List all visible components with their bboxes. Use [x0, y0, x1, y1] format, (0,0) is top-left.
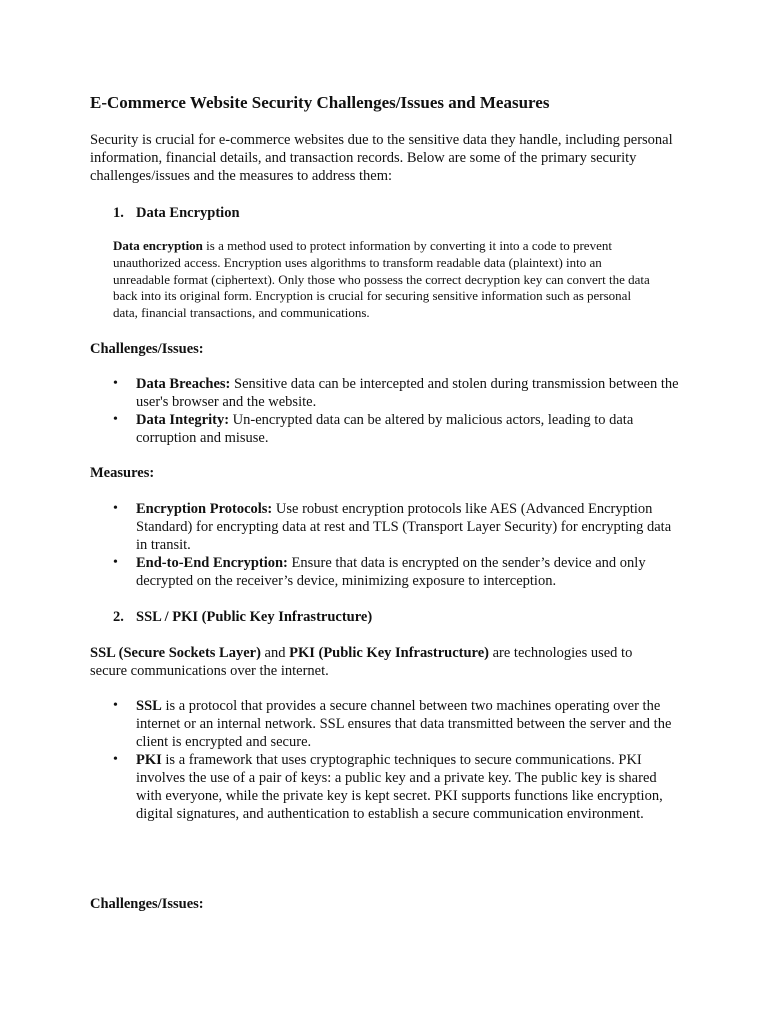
- section-2-intro: [90, 644, 670, 680]
- intro-connector: and: [260, 645, 290, 661]
- list-item-text: Un-encrypted data can be altered by malicious actors, leading to data corruption and misuse.: [136, 412, 634, 446]
- bullet-icon: •: [113, 501, 118, 516]
- ssl-term: SSL (Secure Sockets Layer): [90, 645, 261, 661]
- section-2-items-list: [113, 697, 681, 823]
- section-2-intro-text: are technologies used to secure communications over the internet.: [90, 645, 633, 679]
- list-item-term: SSL: [136, 698, 162, 714]
- list-item-text: is a protocol that provides a secure channel between two machines operating over the internet or an internal network. SSL ensures that data transmitted between the server and the client is encrypted and secure.: [136, 698, 672, 750]
- list-item: [113, 697, 681, 751]
- list-item: [113, 751, 681, 823]
- section-1-measures-list: [113, 500, 681, 590]
- section-2-challenges-heading: Challenges/Issues:: [90, 896, 204, 912]
- list-item-text: Sensitive data can be intercepted and stolen during transmission between the user's browser and the website.: [136, 376, 679, 410]
- list-item-text: Ensure that data is encrypted on the sender’s device and only decrypted on the receiver’s device, minimizing exposure to interception.: [136, 555, 646, 589]
- section-1-heading: [113, 204, 240, 222]
- definition-text: is a method used to protect information by converting it into a code to prevent unauthorized access. Encryption uses algorithms to transform readable data (plaintext) into an unreadable format (ciphertext). Only those who possess the correct decryption key can convert the data back into its original form. Encryption is crucial for securing sensitive information such as personal data, financial transactions, and communications.: [113, 238, 650, 321]
- bullet-icon: •: [113, 555, 118, 570]
- section-1-measures-heading: Measures:: [90, 465, 155, 481]
- list-item-text: Use robust encryption protocols like AES (Advanced Encryption Standard) for encrypting data at rest and TLS (Transport Layer Security) for encrypting data in transit.: [136, 501, 672, 553]
- section-1-title: Data Encryption: [136, 205, 240, 221]
- bullet-icon: •: [113, 698, 118, 713]
- list-item-term: Data Integrity:: [136, 412, 230, 428]
- section-2-title: SSL / PKI (Public Key Infrastructure): [136, 609, 373, 625]
- list-item: [113, 375, 681, 411]
- pki-term: PKI (Public Key Infrastructure): [289, 645, 489, 661]
- section-1-challenges-heading: Challenges/Issues:: [90, 341, 204, 357]
- intro-paragraph: Security is crucial for e-commerce websites due to the sensitive data they handle, including personal information, financial details, and transaction records. Below are some of the primary security challenges/issues and the measures to address them:: [90, 132, 673, 184]
- list-item-text: is a framework that uses cryptographic techniques to secure communications. PKI involves the use of a pair of keys: a public key and a private key. The public key is shared with everyone, while the private key is kept secret. PKI supports functions like encryption, digital signatures, and authentication to establish a secure communication environment.: [136, 752, 663, 822]
- page-title: E-Commerce Website Security Challenges/Issues and Measures: [90, 93, 550, 112]
- data-encryption-definition: [113, 238, 658, 322]
- list-item-term: Encryption Protocols:: [136, 501, 273, 517]
- list-item-term: Data Breaches:: [136, 376, 231, 392]
- bullet-icon: •: [113, 376, 118, 391]
- list-item: [113, 554, 681, 590]
- list-item: [113, 500, 681, 554]
- list-item-term: End-to-End Encryption:: [136, 555, 288, 571]
- section-2-number: 2.: [113, 609, 124, 625]
- list-item-term: PKI: [136, 752, 162, 768]
- section-1-challenges-list: [113, 375, 681, 447]
- bullet-icon: •: [113, 412, 118, 427]
- section-1-number: 1.: [113, 205, 124, 221]
- list-item: [113, 411, 681, 447]
- section-2-heading: [113, 608, 372, 626]
- bullet-icon: •: [113, 752, 118, 767]
- definition-term: Data encryption: [113, 238, 203, 253]
